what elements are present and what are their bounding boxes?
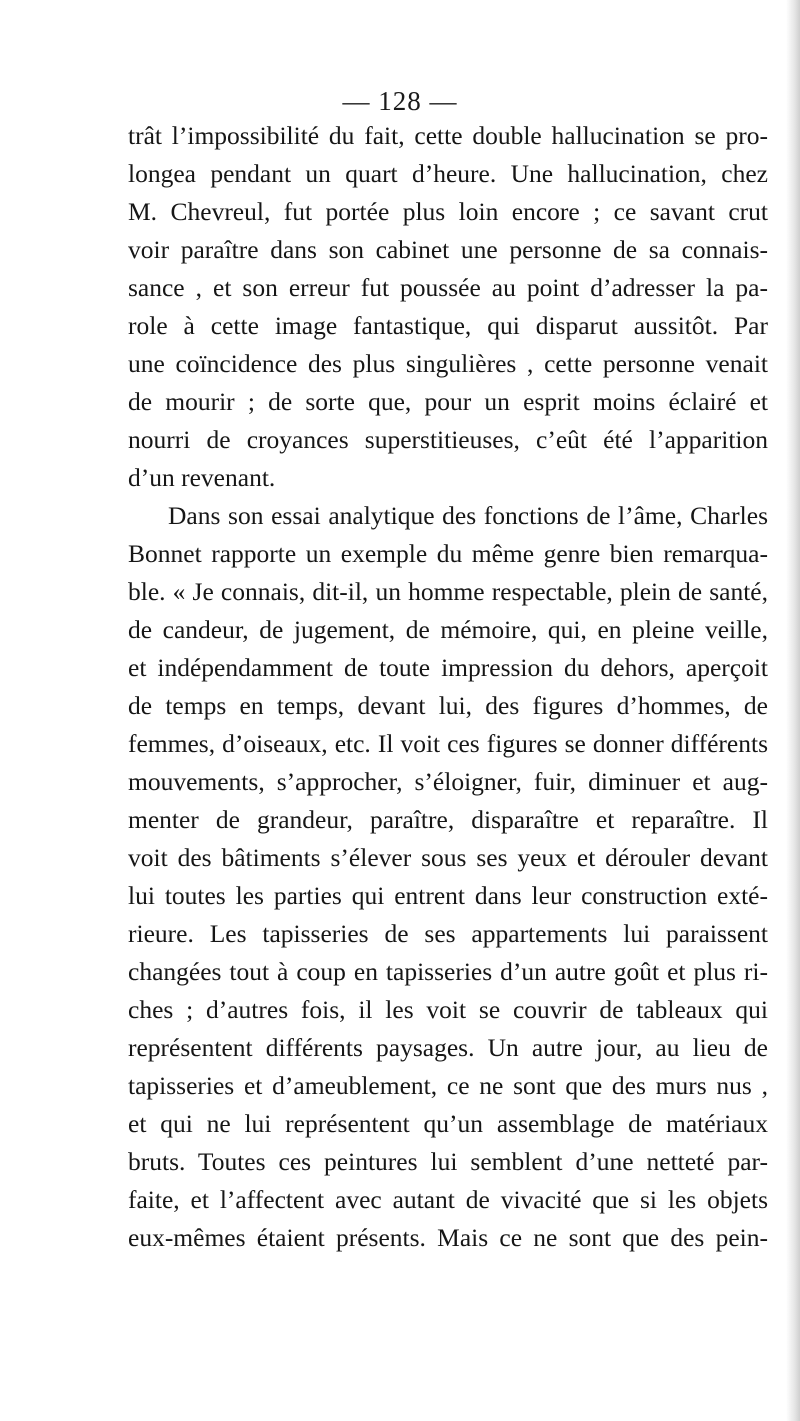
text-line: tapisseries et d’ameublement, ce ne sont que des murs nus , — [128, 1071, 768, 1100]
text-line: role à cette image fantastique, qui disparut aussitôt. Par — [128, 311, 768, 340]
text-line: de temps en temps, devant lui, des figures d’hommes, de — [128, 691, 768, 720]
text-line: mouvements, s’approcher, s’éloigner, fuir, diminuer et aug- — [128, 767, 768, 796]
text-line: lui toutes les parties qui entrent dans leur construction exté- — [128, 881, 768, 910]
text-line: voir paraître dans son cabinet une personne de sa connais- — [128, 235, 768, 264]
text-line: ble. « Je connais, dit-il, un homme respectable, plein de santé, — [128, 577, 768, 606]
page-number: — 128 — — [342, 86, 458, 116]
text-line: faite, et l’affectent avec autant de vivacité que si les objets — [128, 1185, 768, 1214]
body-text — [128, 117, 768, 1257]
text-line: changées tout à coup en tapisseries d’un autre goût et plus ri- — [128, 957, 768, 986]
text-line: Bonnet rapporte un exemple du même genre bien remarqua- — [128, 539, 768, 568]
text-line: M. Chevreul, fut portée plus loin encore ; ce savant crut — [128, 197, 768, 226]
text-line: longea pendant un quart d’heure. Une hallucination, chez — [128, 159, 768, 188]
text-line: femmes, d’oiseaux, etc. Il voit ces figures se donner différents — [128, 729, 768, 758]
text-line: de mourir ; de sorte que, pour un esprit moins éclairé et — [128, 387, 768, 416]
page-edge-shadow — [786, 0, 800, 1421]
text-line: eux-mêmes étaient présents. Mais ce ne sont que des pein- — [128, 1223, 768, 1252]
text-line: une coïncidence des plus singulières , cette personne venait — [128, 349, 768, 378]
text-line: trât l’impossibilité du fait, cette double hallucination se pro- — [128, 121, 768, 150]
text-line: de candeur, de jugement, de mémoire, qui, en pleine veille, — [128, 615, 768, 644]
text-line: et qui ne lui représentent qu’un assemblage de matériaux — [128, 1109, 768, 1138]
text-line: menter de grandeur, paraître, disparaître et reparaître. Il — [128, 805, 768, 834]
text-line: rieure. Les tapisseries de ses appartements lui paraissent — [128, 919, 768, 948]
text-line: d’un revenant. — [128, 463, 276, 492]
text-line: bruts. Toutes ces peintures lui semblent d’une netteté par- — [128, 1147, 768, 1176]
text-line: représentent différents paysages. Un autre jour, au lieu de — [128, 1033, 768, 1062]
text-line: Dans son essai analytique des fonctions de l’âme, Charles — [168, 501, 768, 530]
text-line: et indépendamment de toute impression du dehors, aperçoit — [128, 653, 768, 682]
text-line: voit des bâtiments s’élever sous ses yeux et dérouler devant — [128, 843, 768, 872]
text-line: sance , et son erreur fut poussée au point d’adresser la pa- — [128, 273, 768, 302]
text-line: ches ; d’autres fois, il les voit se couvrir de tableaux qui — [128, 995, 768, 1024]
text-line: nourri de croyances superstitieuses, c’eût été l’apparition — [128, 425, 768, 454]
